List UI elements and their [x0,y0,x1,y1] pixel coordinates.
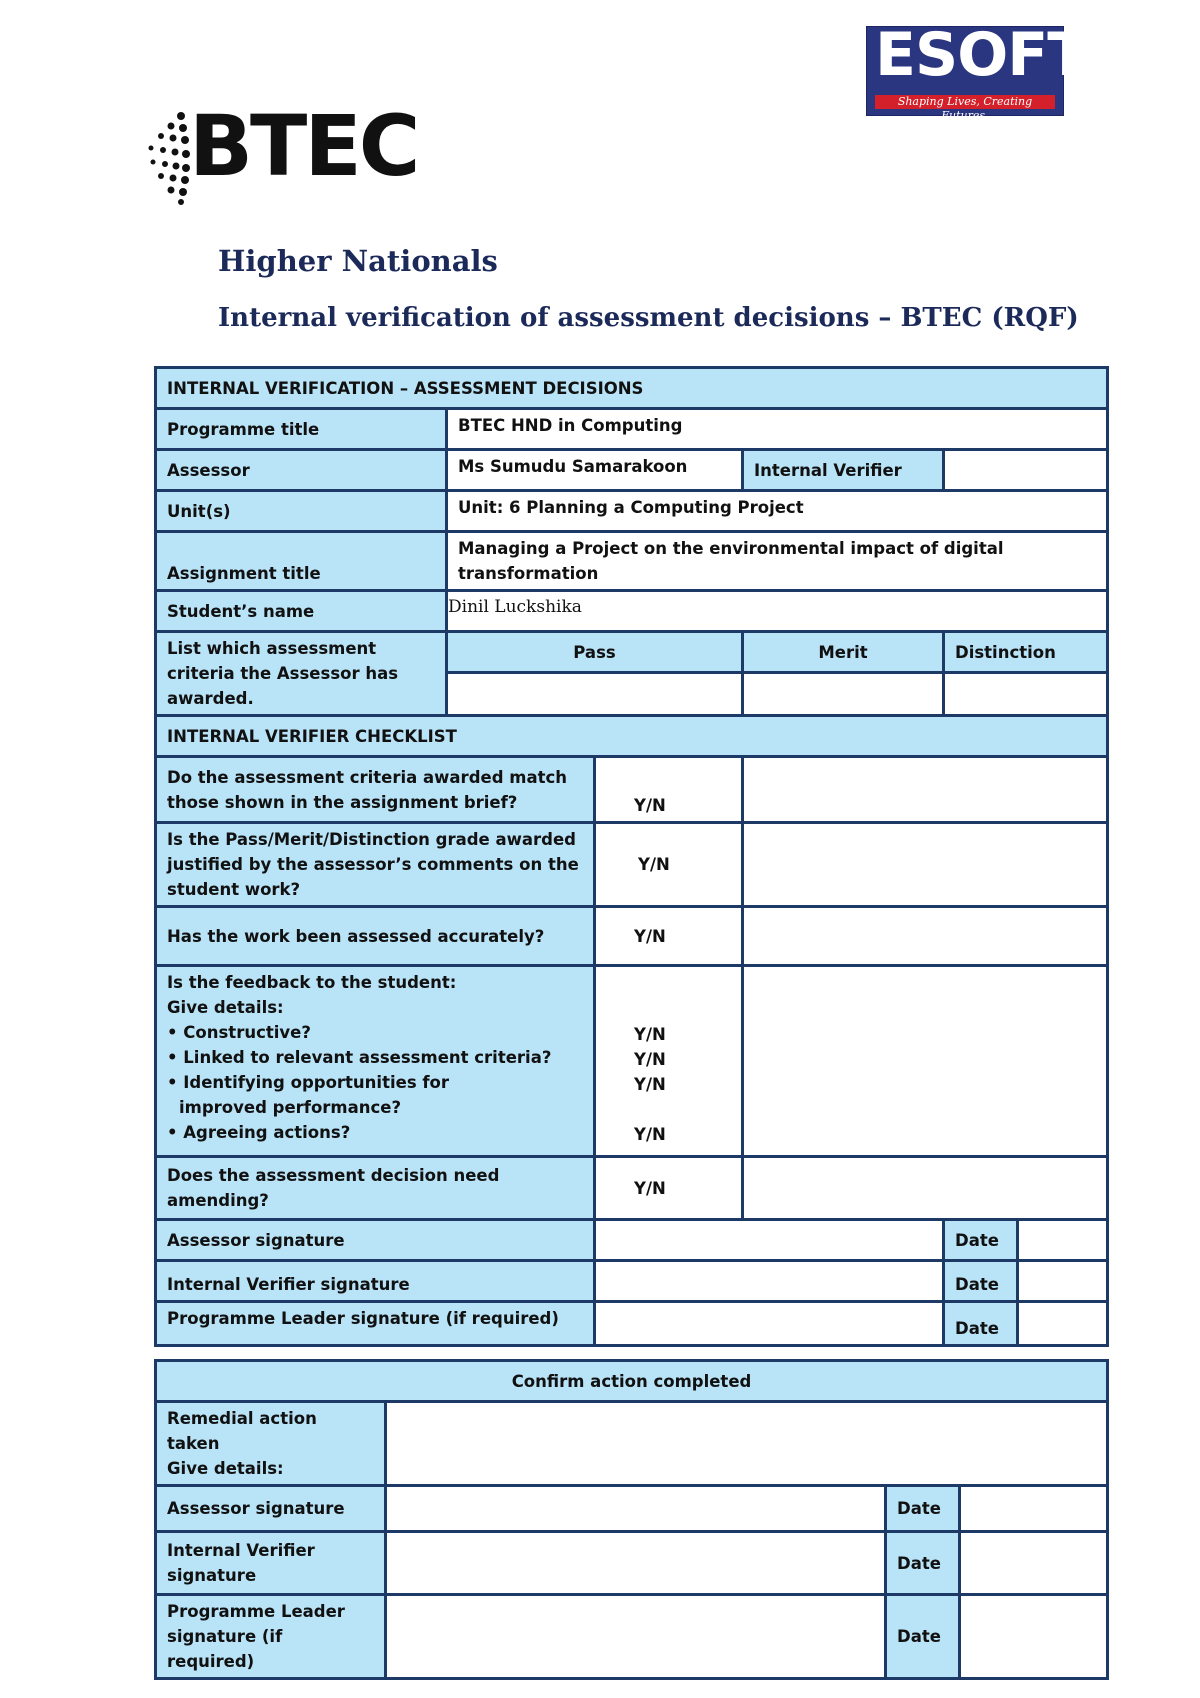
btec-wordmark: BTEC [189,97,418,195]
q4-item: • Linked to relevant assessment criteria? [167,1048,552,1067]
q3-yn[interactable]: Y/N [595,907,743,966]
q5-comment-cell[interactable] [743,1157,1108,1220]
confirm-pl-date-field[interactable] [960,1595,1108,1679]
q4-item: improved performance? [179,1098,402,1117]
confirm-iv-date-field[interactable] [960,1532,1108,1595]
date-label: Date [886,1595,960,1679]
btec-dots-icon [143,110,191,205]
esoft-tagline: Shaping Lives, Creating Futures. [875,95,1055,109]
assessor-date-field[interactable] [1018,1220,1108,1261]
student-name-value[interactable]: Dinil Luckshika [447,591,1108,632]
merit-criteria-cell[interactable] [743,673,944,716]
checklist-q5: Does the assessment decision need amending? [156,1157,595,1220]
distinction-header: Distinction [944,632,1108,673]
iv-signature-field[interactable] [595,1261,944,1302]
btec-logo [143,97,418,205]
q4-yn-group [595,966,743,1157]
pl-line: Programme Leader [167,1602,345,1621]
remedial-line: Remedial action taken [167,1409,317,1453]
pl-line: signature (if required) [167,1627,283,1671]
merit-header: Merit [743,632,944,673]
checklist-q4 [156,966,595,1157]
q4-yn[interactable]: Y/N [634,1025,666,1044]
q2-comment-cell[interactable] [743,823,1108,907]
q4-item: • Identifying opportunities for [167,1073,450,1092]
date-label: Date [944,1302,1018,1346]
date-label: Date [944,1220,1018,1261]
assignment-title-label: Assignment title [156,532,447,591]
pl-signature-field[interactable] [595,1302,944,1346]
pl-signature-label: Programme Leader signature (if required) [156,1302,595,1346]
q4-item: • Constructive? [167,1023,311,1042]
q4-title: Is the feedback to the student: [167,973,457,992]
iv-signature-label: Internal Verifier signature [156,1261,595,1302]
page-subtitle: Internal verification of assessment decisions – BTEC (RQF) [218,303,1079,333]
units-label: Unit(s) [156,491,447,532]
confirm-assessor-signature-field[interactable] [386,1486,886,1532]
pass-criteria-cell[interactable] [447,673,743,716]
q4-yn[interactable]: Y/N [634,1125,666,1144]
remedial-action-field[interactable] [386,1402,1108,1486]
section-header: INTERNAL VERIFICATION – ASSESSMENT DECISIONS [156,368,1108,409]
pass-header: Pass [447,632,743,673]
assessor-signature-label: Assessor signature [156,1220,595,1261]
confirm-pl-signature-field[interactable] [386,1595,886,1679]
programme-title-value[interactable]: BTEC HND in Computing [447,409,1108,450]
q4-give-details: Give details: [167,998,284,1017]
q4-yn[interactable]: Y/N [634,1050,666,1069]
confirm-iv-signature-field[interactable] [386,1532,886,1595]
q4-yn[interactable]: Y/N [634,1075,666,1094]
q1-comment-cell[interactable] [743,757,1108,823]
confirm-header: Confirm action completed [156,1361,1108,1402]
esoft-wordmark: ESOFT [875,20,1088,90]
confirm-iv-signature-label [156,1532,386,1595]
checklist-q2: Is the Pass/Merit/Distinction grade awarded justified by the assessor’s comments on the student work? [156,823,595,907]
q4-comment-cell[interactable] [743,966,1108,1157]
iv-date-field[interactable] [1018,1261,1108,1302]
q5-yn[interactable]: Y/N [595,1157,743,1220]
page-title: Higher Nationals [218,244,498,278]
confirm-assessor-date-field[interactable] [960,1486,1108,1532]
student-name-label: Student’s name [156,591,447,632]
q4-item: • Agreeing actions? [167,1123,351,1142]
criteria-label: List which assessment criteria the Assessor has awarded. [156,632,447,716]
remedial-action-label [156,1402,386,1486]
esoft-logo [866,20,1088,122]
q1-yn[interactable]: Y/N [595,757,743,823]
date-label: Date [886,1532,960,1595]
distinction-criteria-cell[interactable] [944,673,1108,716]
iv-line: signature [167,1566,257,1585]
confirm-assessor-signature-label: Assessor signature [156,1486,386,1532]
date-label: Date [886,1486,960,1532]
programme-title-label: Programme title [156,409,447,450]
remedial-line: Give details: [167,1459,284,1478]
checklist-q1: Do the assessment criteria awarded match those shown in the assignment brief? [156,757,595,823]
units-value[interactable]: Unit: 6 Planning a Computing Project [447,491,1108,532]
internal-verifier-label: Internal Verifier [743,450,944,491]
internal-verifier-value[interactable] [944,450,1108,491]
q3-comment-cell[interactable] [743,907,1108,966]
iv-line: Internal Verifier [167,1541,315,1560]
confirm-pl-signature-label [156,1595,386,1679]
checklist-header: INTERNAL VERIFIER CHECKLIST [156,716,1108,757]
assessor-value[interactable]: Ms Sumudu Samarakoon [447,450,743,491]
assessor-signature-field[interactable] [595,1220,944,1261]
confirm-action-table [154,1359,1109,1680]
pl-date-field[interactable] [1018,1302,1108,1346]
assessor-label: Assessor [156,450,447,491]
date-label: Date [944,1261,1018,1302]
assignment-title-value[interactable]: Managing a Project on the environmental impact of digital transformation [447,532,1108,591]
verification-table [154,366,1109,1347]
checklist-q3: Has the work been assessed accurately? [156,907,595,966]
q2-yn[interactable]: Y/N [595,823,743,907]
